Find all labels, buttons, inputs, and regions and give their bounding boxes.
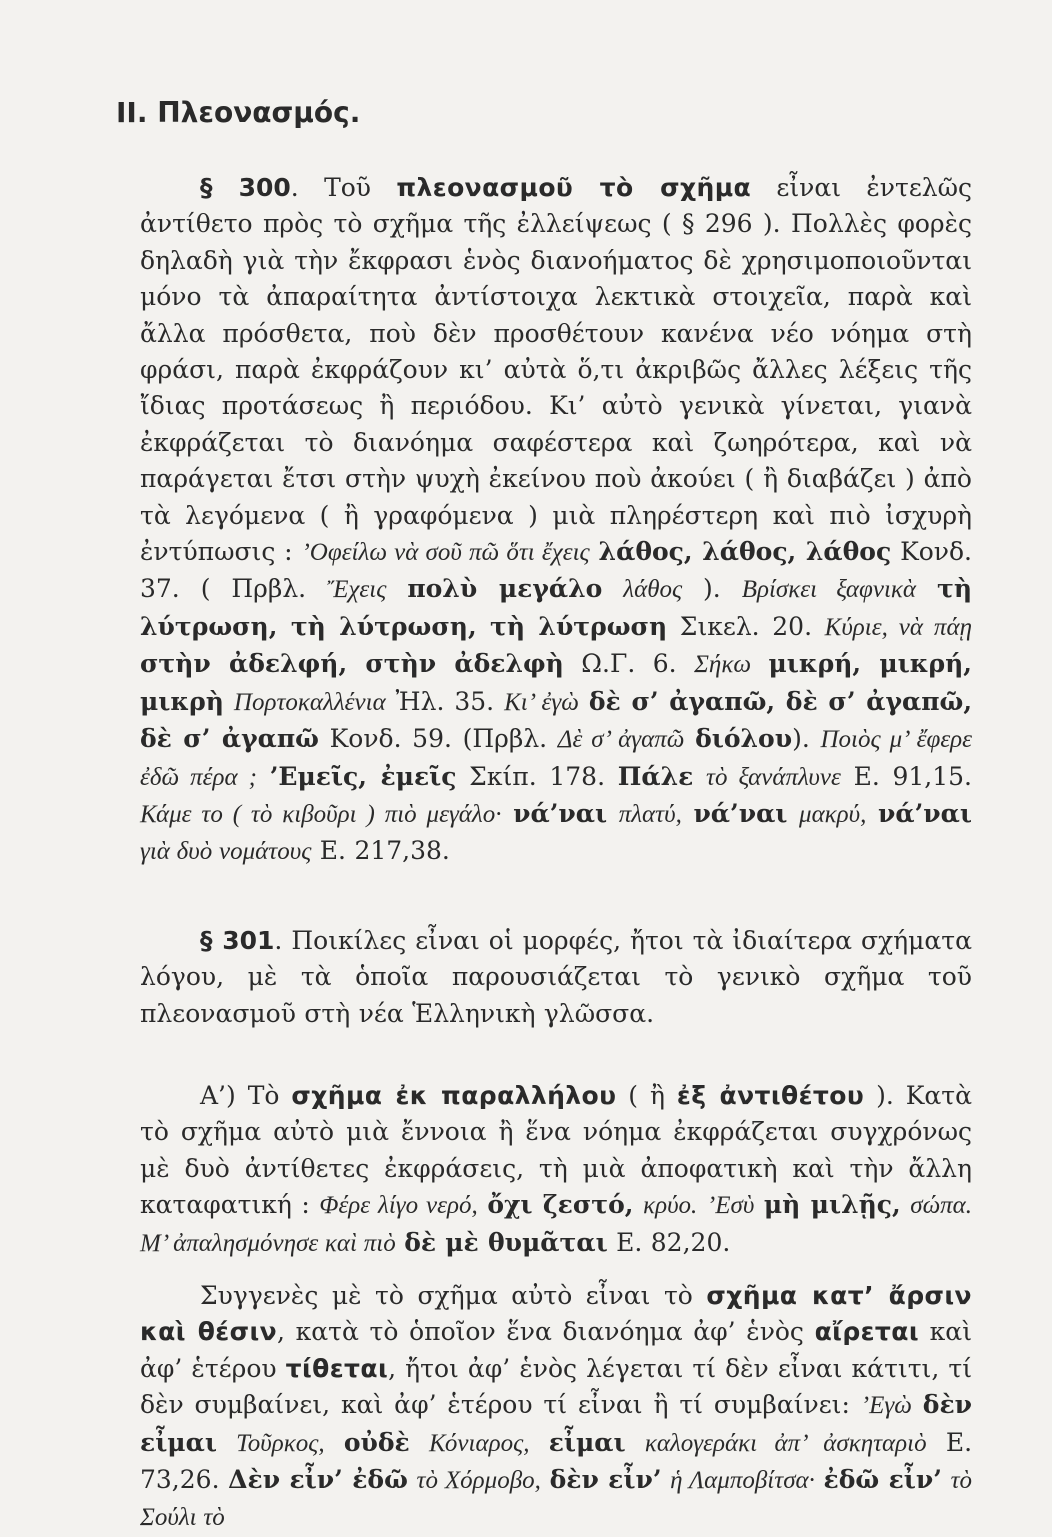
text-run: Ἠλ. 35. xyxy=(385,686,505,716)
text-run: Ε. 82,20. xyxy=(607,1227,731,1257)
text-run: σχῆμα ἐκ παραλλήλου xyxy=(291,1080,617,1110)
text-run xyxy=(942,1465,951,1494)
text-run: τὸ ξανάπλυνε xyxy=(706,763,841,791)
text-run: Συγγενὲς μὲ τὸ σχῆμα αὐτὸ εἶναι τὸ xyxy=(200,1280,707,1310)
text-run: μακρύ, xyxy=(799,800,867,828)
text-run xyxy=(634,1190,644,1219)
text-run: πλεονασμοῦ τὸ σχῆμα xyxy=(396,173,752,202)
text-run xyxy=(901,1190,911,1219)
text-run: λάθος, λάθος, λάθος xyxy=(598,537,892,567)
text-run xyxy=(386,574,407,603)
text-run: . Ποικίλες εἶναι οἱ μορφές, ἤτοι τὰ ἰδιαίτερα σχήματα λόγου, μὲ τὰ ὁποῖα παρουσιάζεται τὸ γενικὸ σχῆμα τοῦ πλεονασμοῦ στὴ νέα Ἑλληνικὴ γλῶσσα. xyxy=(140,925,973,1028)
paragraph-301 xyxy=(140,923,972,1032)
text-run: ἡ Λαμποβίτσα· xyxy=(670,1467,815,1494)
spacer xyxy=(140,871,972,923)
text-run xyxy=(815,1465,824,1494)
text-run: σχῆμα κατ’ ἄρσιν καὶ θέσιν xyxy=(140,1280,972,1347)
text-run: δὲν εἶμαι xyxy=(140,1390,972,1457)
text-run xyxy=(607,799,619,828)
text-run: Ἔχεις xyxy=(327,576,387,604)
text-run: Δὲν εἶν’ ἐδῶ xyxy=(228,1465,408,1494)
text-run: δὲν εἶν’ xyxy=(549,1465,662,1494)
text-run: Κι’ ἐγὼ xyxy=(504,688,579,716)
text-run xyxy=(217,1428,236,1457)
text-run xyxy=(541,1465,550,1494)
text-run: Τοῦρκος, xyxy=(236,1429,325,1457)
text-run: § 301 xyxy=(200,925,275,955)
text-run: καὶ ἀφ’ ἑτέρου xyxy=(140,1317,972,1383)
text-run: κρύο. xyxy=(643,1192,698,1220)
text-run xyxy=(590,537,599,566)
text-run: Ω.Γ. 6. xyxy=(563,649,695,679)
section-heading: II. Πλεονασμός. xyxy=(116,96,361,129)
text-run: ’Εγὼ xyxy=(860,1392,912,1420)
text-run xyxy=(866,799,878,828)
text-run xyxy=(410,1428,429,1457)
text-run xyxy=(408,1465,417,1494)
text-run xyxy=(754,1190,764,1219)
text-run: γιὰ δυὸ νομάτους xyxy=(140,838,312,866)
text-run: τίθεται xyxy=(285,1353,389,1383)
text-run: δὲ σ’ ἀγαπῶ, δὲ σ’ ἀγαπῶ, δὲ σ’ ἀγαπῶ xyxy=(140,686,973,754)
text-run: Ε. 73,26. xyxy=(140,1427,973,1494)
text-run: νά’ναι xyxy=(693,798,788,828)
text-run: καλογεράκι ἀπ’ ἀσκηταριὸ xyxy=(644,1429,927,1457)
text-run: οὐδὲ xyxy=(343,1427,410,1457)
text-run: ). xyxy=(682,574,742,604)
text-run xyxy=(787,799,799,828)
text-run: Σήκω xyxy=(694,651,751,679)
text-run: Κονδ. 59. (Πρβλ. xyxy=(318,724,558,754)
text-run: πλατύ, xyxy=(618,800,682,828)
text-run: Πάλε xyxy=(617,761,694,791)
text-run xyxy=(579,687,589,716)
text-run: τὸ Χόρμοβο, xyxy=(416,1467,541,1494)
text-run xyxy=(682,799,694,828)
text-run: § 300 xyxy=(200,173,291,202)
text-run: ’Οφείλω νὰ σοῦ πῶ ὅτι ἔχεις xyxy=(301,539,590,567)
text-run xyxy=(916,574,937,603)
text-run: Ε. 217,38. xyxy=(311,836,450,866)
text-run: στὴν ἀδελφή, στὴν ἀδελφὴ xyxy=(140,649,564,679)
text-run xyxy=(602,574,623,603)
text-run xyxy=(396,1228,404,1257)
text-run: Φέρε λίγο νερό, xyxy=(319,1192,478,1220)
text-run: τὴ λύτρωση, τὴ λύτρωση, τὴ λύτρωση xyxy=(140,574,972,641)
text-run: Δὲ σ’ ἀγαπῶ xyxy=(557,726,685,754)
text-run xyxy=(478,1190,488,1219)
text-run xyxy=(626,1428,645,1457)
paragraph-a xyxy=(140,1078,972,1262)
text-run xyxy=(684,724,695,753)
text-run: εἶναι ἐντελῶς ἀντίθετο πρὸς τὸ σχῆμα τῆς ἐλλείψεως ( § 296 ). Πολλὲς φορὲς δηλαδὴ γιὰ τὴν ἔκφρασι ἑνὸς διανοήματος δὲ χρησιμοποιοῦνται μόνο τὰ ἀπαραίτητα ἀντίστοιχα λεκτικὰ στοιχεῖα, παρὰ καὶ ἄλλα πρόσθετα, ποὺ δὲν προσθέτουν κανένα νέο νόημα στὴ φράσι, παρὰ ἐκφράζουν κι’ αὐτὰ ὅ,τι ἀκριβῶς ἄλλες λέξεις τῆς ἴδιας προτάσεως ἢ περιόδου. Κι’ αὐτὸ γενικὰ γίνεται, γιανὰ ἐκφράζεται τὸ διανόημα σαφέστερα καὶ ζωηρότερα, καὶ νὰ παράγεται ἔτσι στὴν ψυχὴ ἐκείνου ποὺ ἀκούει ( ἢ διαβάζει ) ἀπὸ τὰ λεγόμενα ( ἢ γραφόμενα ) μιὰ πληρέστερη καὶ πιὸ ἰσχυρὴ ἐντύπωσις : xyxy=(140,173,973,567)
text-run: διόλου xyxy=(695,724,793,754)
text-run: πολὺ μεγάλο xyxy=(407,574,603,604)
text-run: ἐξ ἀντιθέτου xyxy=(676,1080,865,1110)
text-run: Ποιὸς μ’ ἔφερε ἐδῶ πέρα ; xyxy=(140,726,973,791)
text-run xyxy=(693,762,706,791)
text-run: , κατὰ τὸ ὁποῖον ἕνα διανόημα ἀφ’ ἑνὸς xyxy=(277,1317,815,1347)
text-run: Α’) Τὸ xyxy=(200,1080,292,1110)
text-run: Κύριε, νὰ πάῃ xyxy=(824,613,972,641)
text-run: νά’ναι xyxy=(513,798,608,828)
text-run xyxy=(502,799,514,828)
text-run xyxy=(224,687,234,716)
text-run: νά’ναι xyxy=(878,798,972,828)
text-run: δὲ μὲ θυμᾶται xyxy=(404,1227,608,1257)
text-run: εἶμαι xyxy=(548,1427,626,1457)
text-run: ). Κατὰ τὸ σχῆμα αὐτὸ μιὰ ἔννοια ἢ ἕνα νόημα ἐκφράζεται συγχρόνως μὲ δυὸ ἀντίθετες ἐκφράσεις, τὴ μιὰ ἀποφατικὴ καὶ τὴν ἄλλη καταφατική : xyxy=(140,1080,972,1220)
text-run xyxy=(529,1428,548,1457)
text-run: μικρή, μικρή, μικρὴ xyxy=(140,649,972,716)
text-run xyxy=(751,649,768,678)
text-run xyxy=(912,1390,923,1419)
text-run: ὄχι ζεστό, xyxy=(487,1190,634,1220)
spacer xyxy=(140,1262,972,1278)
text-run: Κονδ. 37. ( Πρβλ. xyxy=(140,537,973,604)
text-run: ’Εσὺ xyxy=(706,1192,755,1220)
text-run: τὸ Σούλι τὸ xyxy=(140,1467,973,1532)
text-run: μὴ μιλῇς, xyxy=(763,1190,901,1220)
text-run: . Τοῦ xyxy=(290,173,397,202)
text-run: λάθος xyxy=(623,576,683,604)
text-run: αἴρεται xyxy=(814,1317,920,1347)
text-run xyxy=(257,762,270,791)
text-run: Σκίπ. 178. xyxy=(456,761,618,791)
text-run xyxy=(325,1428,344,1457)
heading-wrap xyxy=(116,96,972,170)
text-run: Κάμε το ( τὸ κιβοῦρι ) πιὸ μεγάλο· xyxy=(140,800,502,828)
paragraph-300 xyxy=(140,170,972,871)
spacer xyxy=(140,1032,972,1078)
text-run: ἐδῶ εἶν’ xyxy=(823,1465,942,1494)
text-run: ( ἢ xyxy=(616,1080,677,1110)
text-run xyxy=(662,1465,671,1494)
text-run: Πορτοκαλλένια xyxy=(233,688,386,716)
text-run: , ἤτοι ἀφ’ ἑνὸς λέγεται τί δὲν εἶναι κάτιτι, τί δὲν συμβαίνει, καὶ ἀφ’ ἑτέρου τί εἶναι ἢ τί συμβαίνει: xyxy=(140,1353,972,1420)
text-run xyxy=(697,1190,707,1219)
text-run: Βρίσκει ξαφνικὰ xyxy=(741,576,917,604)
text-run: Σικελ. 20. xyxy=(667,611,825,641)
text-run: ). xyxy=(792,724,821,754)
text-run: Κόνιαρος, xyxy=(428,1429,530,1457)
text-run: Ε. 91,15. xyxy=(840,761,972,791)
paragraph-b xyxy=(140,1278,972,1537)
text-run: ’Εμεῖς, ἐμεῖς xyxy=(269,761,457,791)
text-run: σώπα. Μ’ ἀπαλησμόνησε καὶ πιὸ xyxy=(140,1192,972,1257)
